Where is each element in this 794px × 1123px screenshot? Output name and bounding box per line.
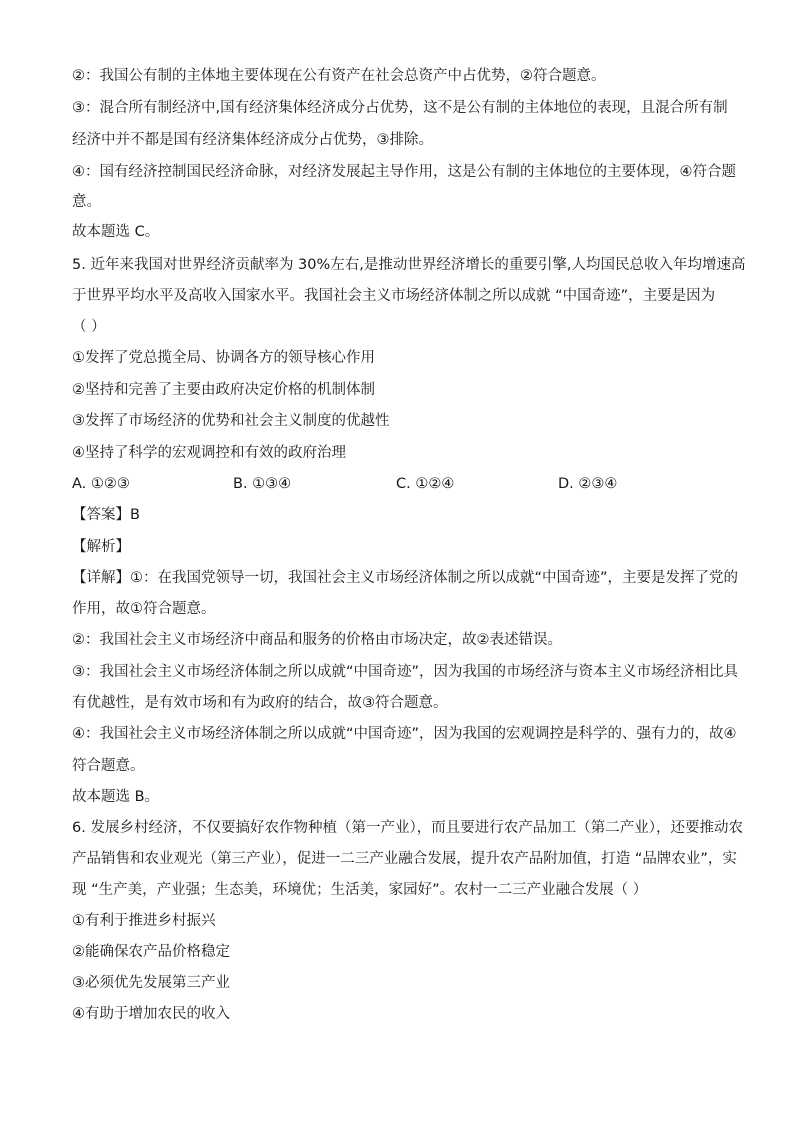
q5-option-a: A. ①②③ bbox=[72, 476, 130, 492]
q6-stem-line: 产品销售和农业观光（第三产业），促进一二三产业融合发展，提升农产品附加值，打造 “品牌农业”，实 bbox=[72, 851, 737, 867]
q5-statement: ②坚持和完善了主要由政府决定价格的机制体制 bbox=[72, 382, 375, 398]
q5-option-b: B. ①③④ bbox=[233, 476, 292, 492]
q5-detail-line: ③：我国社会主义市场经济体制之所以成就“中国奇迹”，因为我国的市场经济与资本主义市场经济相比具 bbox=[72, 664, 739, 680]
q4-conclusion: 故本题选 C。 bbox=[72, 224, 160, 240]
q6-statement: ①有利于推进乡村振兴 bbox=[72, 913, 216, 929]
q5-option-c: C. ①②④ bbox=[396, 476, 455, 492]
q5-statement: ①发挥了党总揽全局、协调各方的领导核心作用 bbox=[72, 350, 375, 366]
q5-stem-line: （ ） bbox=[72, 319, 106, 335]
q5-option-d: D. ②③④ bbox=[558, 476, 618, 492]
q4-analysis-line: 经济中并不都是国有经济集体经济成分占优势，③排除。 bbox=[72, 132, 433, 148]
q4-analysis-line: 意。 bbox=[72, 194, 101, 210]
q5-detail-line: 作用，故①符合题意。 bbox=[72, 601, 216, 617]
q5-detail-line: 符合题意。 bbox=[72, 758, 145, 774]
q5-detail-line: 【详解】①：在我国党领导一切，我国社会主义市场经济体制之所以成就“中国奇迹”，主要是发挥了党的 bbox=[72, 570, 739, 586]
q5-detail-line: ②：我国社会主义市场经济中商品和服务的价格由市场决定，故②表述错误。 bbox=[72, 632, 562, 648]
q5-analysis-label: 【解析】 bbox=[72, 539, 130, 555]
q5-detail-line: 有优越性，是有效市场和有为政府的结合，故③符合题意。 bbox=[72, 695, 448, 711]
q5-detail-line: ④：我国社会主义市场经济体制之所以成就“中国奇迹”，因为我国的宏观调控是科学的、强有力的，故④ bbox=[72, 726, 737, 742]
q5-stem-line: 于世界平均水平及高收入国家水平。我国社会主义市场经济体制之所以成就 “中国奇迹”，主要是因为 bbox=[72, 288, 716, 304]
q5-statement: ④坚持了科学的宏观调控和有效的政府治理 bbox=[72, 445, 346, 461]
q6-stem-line: 6. 发展乡村经济，不仅要搞好农作物种植（第一产业），而且要进行农产品加工（第二产业），还要推动农 bbox=[72, 820, 743, 836]
q5-conclusion: 故本题选 B。 bbox=[72, 789, 160, 805]
q5-answer: 【答案】B bbox=[72, 507, 140, 523]
q5-stem-line: 5. 近年来我国对世界经济贡献率为 30%左右,是推动世界经济增长的重要引擎,人均国民总收入年均增速高 bbox=[72, 257, 746, 273]
q5-statement: ③发挥了市场经济的优势和社会主义制度的优越性 bbox=[72, 413, 390, 429]
q4-analysis-line: ②：我国公有制的主体地主要体现在公有资产在社会总资产中占优势，②符合题意。 bbox=[72, 68, 606, 84]
q6-statement: ③必须优先发展第三产业 bbox=[72, 975, 230, 991]
q6-stem-line: 现 “生产美，产业强；生态美，环境优；生活美，家园好”。农村一二三产业融合发展（ ） bbox=[72, 882, 648, 898]
q4-analysis-line: ④：国有经济控制国民经济命脉，对经济发展起主导作用，这是公有制的主体地位的主要体现，④符合题 bbox=[72, 164, 736, 180]
q6-statement: ④有助于增加农民的收入 bbox=[72, 1006, 230, 1022]
q4-analysis-line: ③：混合所有制经济中,国有经济集体经济成分占优势，这不是公有制的主体地位的表现，且混合所有制 bbox=[72, 100, 728, 116]
q6-statement: ②能确保农产品价格稳定 bbox=[72, 944, 230, 960]
